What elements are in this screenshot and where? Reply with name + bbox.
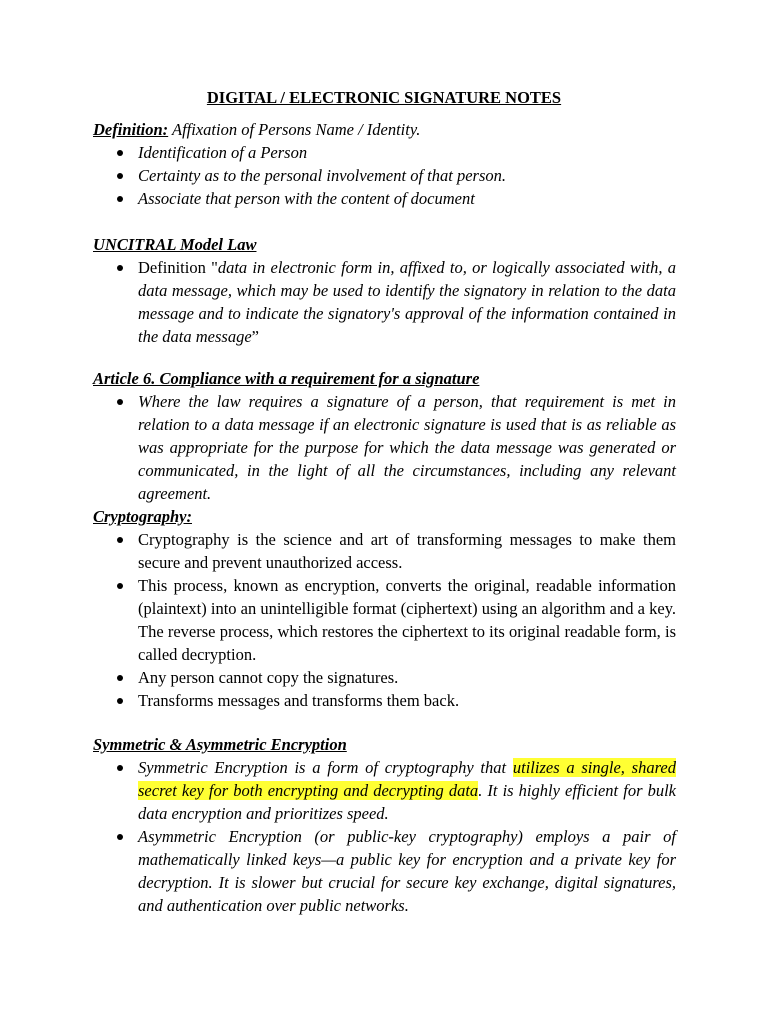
- article6-list: [93, 390, 676, 505]
- bullet-icon: [117, 698, 123, 704]
- bullet-icon: [117, 675, 123, 681]
- article6-section: [93, 367, 676, 505]
- bullet-icon: [117, 537, 123, 543]
- bullet-icon: [117, 150, 123, 156]
- bullet-icon: [117, 834, 123, 840]
- encryption-section: [93, 733, 676, 917]
- list-item-text: This process, known as encryption, converts the original, readable information (plaintext) into an unintelligible format (ciphertext) using an algorithm and a key. The reverse process, which restores the ciphertext to its original readable form, is called decryption.: [138, 576, 676, 664]
- list-item-text: Identification of a Person: [138, 143, 308, 162]
- symmetric-text-after: . It is highly efficient for bulk data encryption and prioritizes speed.: [138, 781, 676, 823]
- uncitral-bullet-quote: data in electronic form in, affixed to, or logically associated with, a data message, which may be used to identify the signatory in relation to the data message and to indicate the signatory's approval of the information contained in the data message: [138, 258, 676, 346]
- article6-heading: Article 6. Compliance with a requirement for a signature: [93, 369, 480, 388]
- encryption-heading: Symmetric & Asymmetric Encryption: [93, 735, 347, 754]
- bullet-icon: [117, 399, 123, 405]
- list-item-text: Certainty as to the personal involvement of that person.: [138, 166, 506, 185]
- encryption-list: [93, 756, 676, 917]
- list-item: [93, 256, 676, 348]
- definition-section: [93, 118, 676, 210]
- list-item: [93, 689, 676, 712]
- symmetric-highlight: utilizes a single, shared secret key for both encrypting and decrypting data: [138, 758, 676, 800]
- uncitral-heading: UNCITRAL Model Law: [93, 235, 257, 254]
- document-title: DIGITAL / ELECTRONIC SIGNATURE NOTES: [206, 88, 562, 107]
- list-item-text: Associate that person with the content of document: [138, 189, 475, 208]
- definition-line: [93, 118, 676, 141]
- list-item-text: Cryptography is the science and art of transforming messages to make them secure and prevent unauthorized access.: [138, 530, 676, 572]
- list-item: [93, 825, 676, 917]
- list-item: [93, 666, 676, 689]
- list-item-text: Any person cannot copy the signatures.: [138, 668, 399, 687]
- definition-list: [93, 141, 676, 210]
- list-item-text: Transforms messages and transforms them back.: [138, 691, 460, 710]
- bullet-icon: [117, 583, 123, 589]
- uncitral-bullet-prefix: Definition ": [138, 258, 218, 277]
- bullet-icon: [117, 265, 123, 271]
- bullet-icon: [117, 173, 123, 179]
- definition-label: Definition:: [93, 120, 169, 139]
- list-item-text: Asymmetric Encryption (or public-key cryptography) employs a pair of mathematically linked keys—a public key for encryption and a private key for decryption. It is slower but crucial for secure key exchange, digital signatures, and authentication over public networks.: [138, 827, 676, 915]
- cryptography-heading: Cryptography:: [93, 507, 192, 526]
- list-item: [93, 756, 676, 825]
- uncitral-list: [93, 256, 676, 348]
- list-item: [93, 390, 676, 505]
- bullet-icon: [117, 765, 123, 771]
- bullet-icon: [117, 196, 123, 202]
- list-item: [93, 187, 676, 210]
- cryptography-section: [93, 505, 676, 712]
- list-item: [93, 141, 676, 164]
- uncitral-section: [93, 233, 676, 348]
- list-item: [93, 528, 676, 574]
- list-item: [93, 164, 676, 187]
- list-item: [93, 574, 676, 666]
- uncitral-bullet-suffix: ”: [251, 327, 259, 346]
- definition-text: Affixation of Persons Name / Identity.: [168, 120, 421, 139]
- list-item-text: Where the law requires a signature of a person, that requirement is met in relation to a data message if an electronic signature is used that is as reliable as was appropriate for the purpose for which the data message was generated or communicated, in the light of all the circumstances, including any relevant agreement.: [138, 392, 676, 503]
- symmetric-text-before: Symmetric Encryption is a form of cryptography that: [138, 758, 513, 777]
- cryptography-list: [93, 528, 676, 712]
